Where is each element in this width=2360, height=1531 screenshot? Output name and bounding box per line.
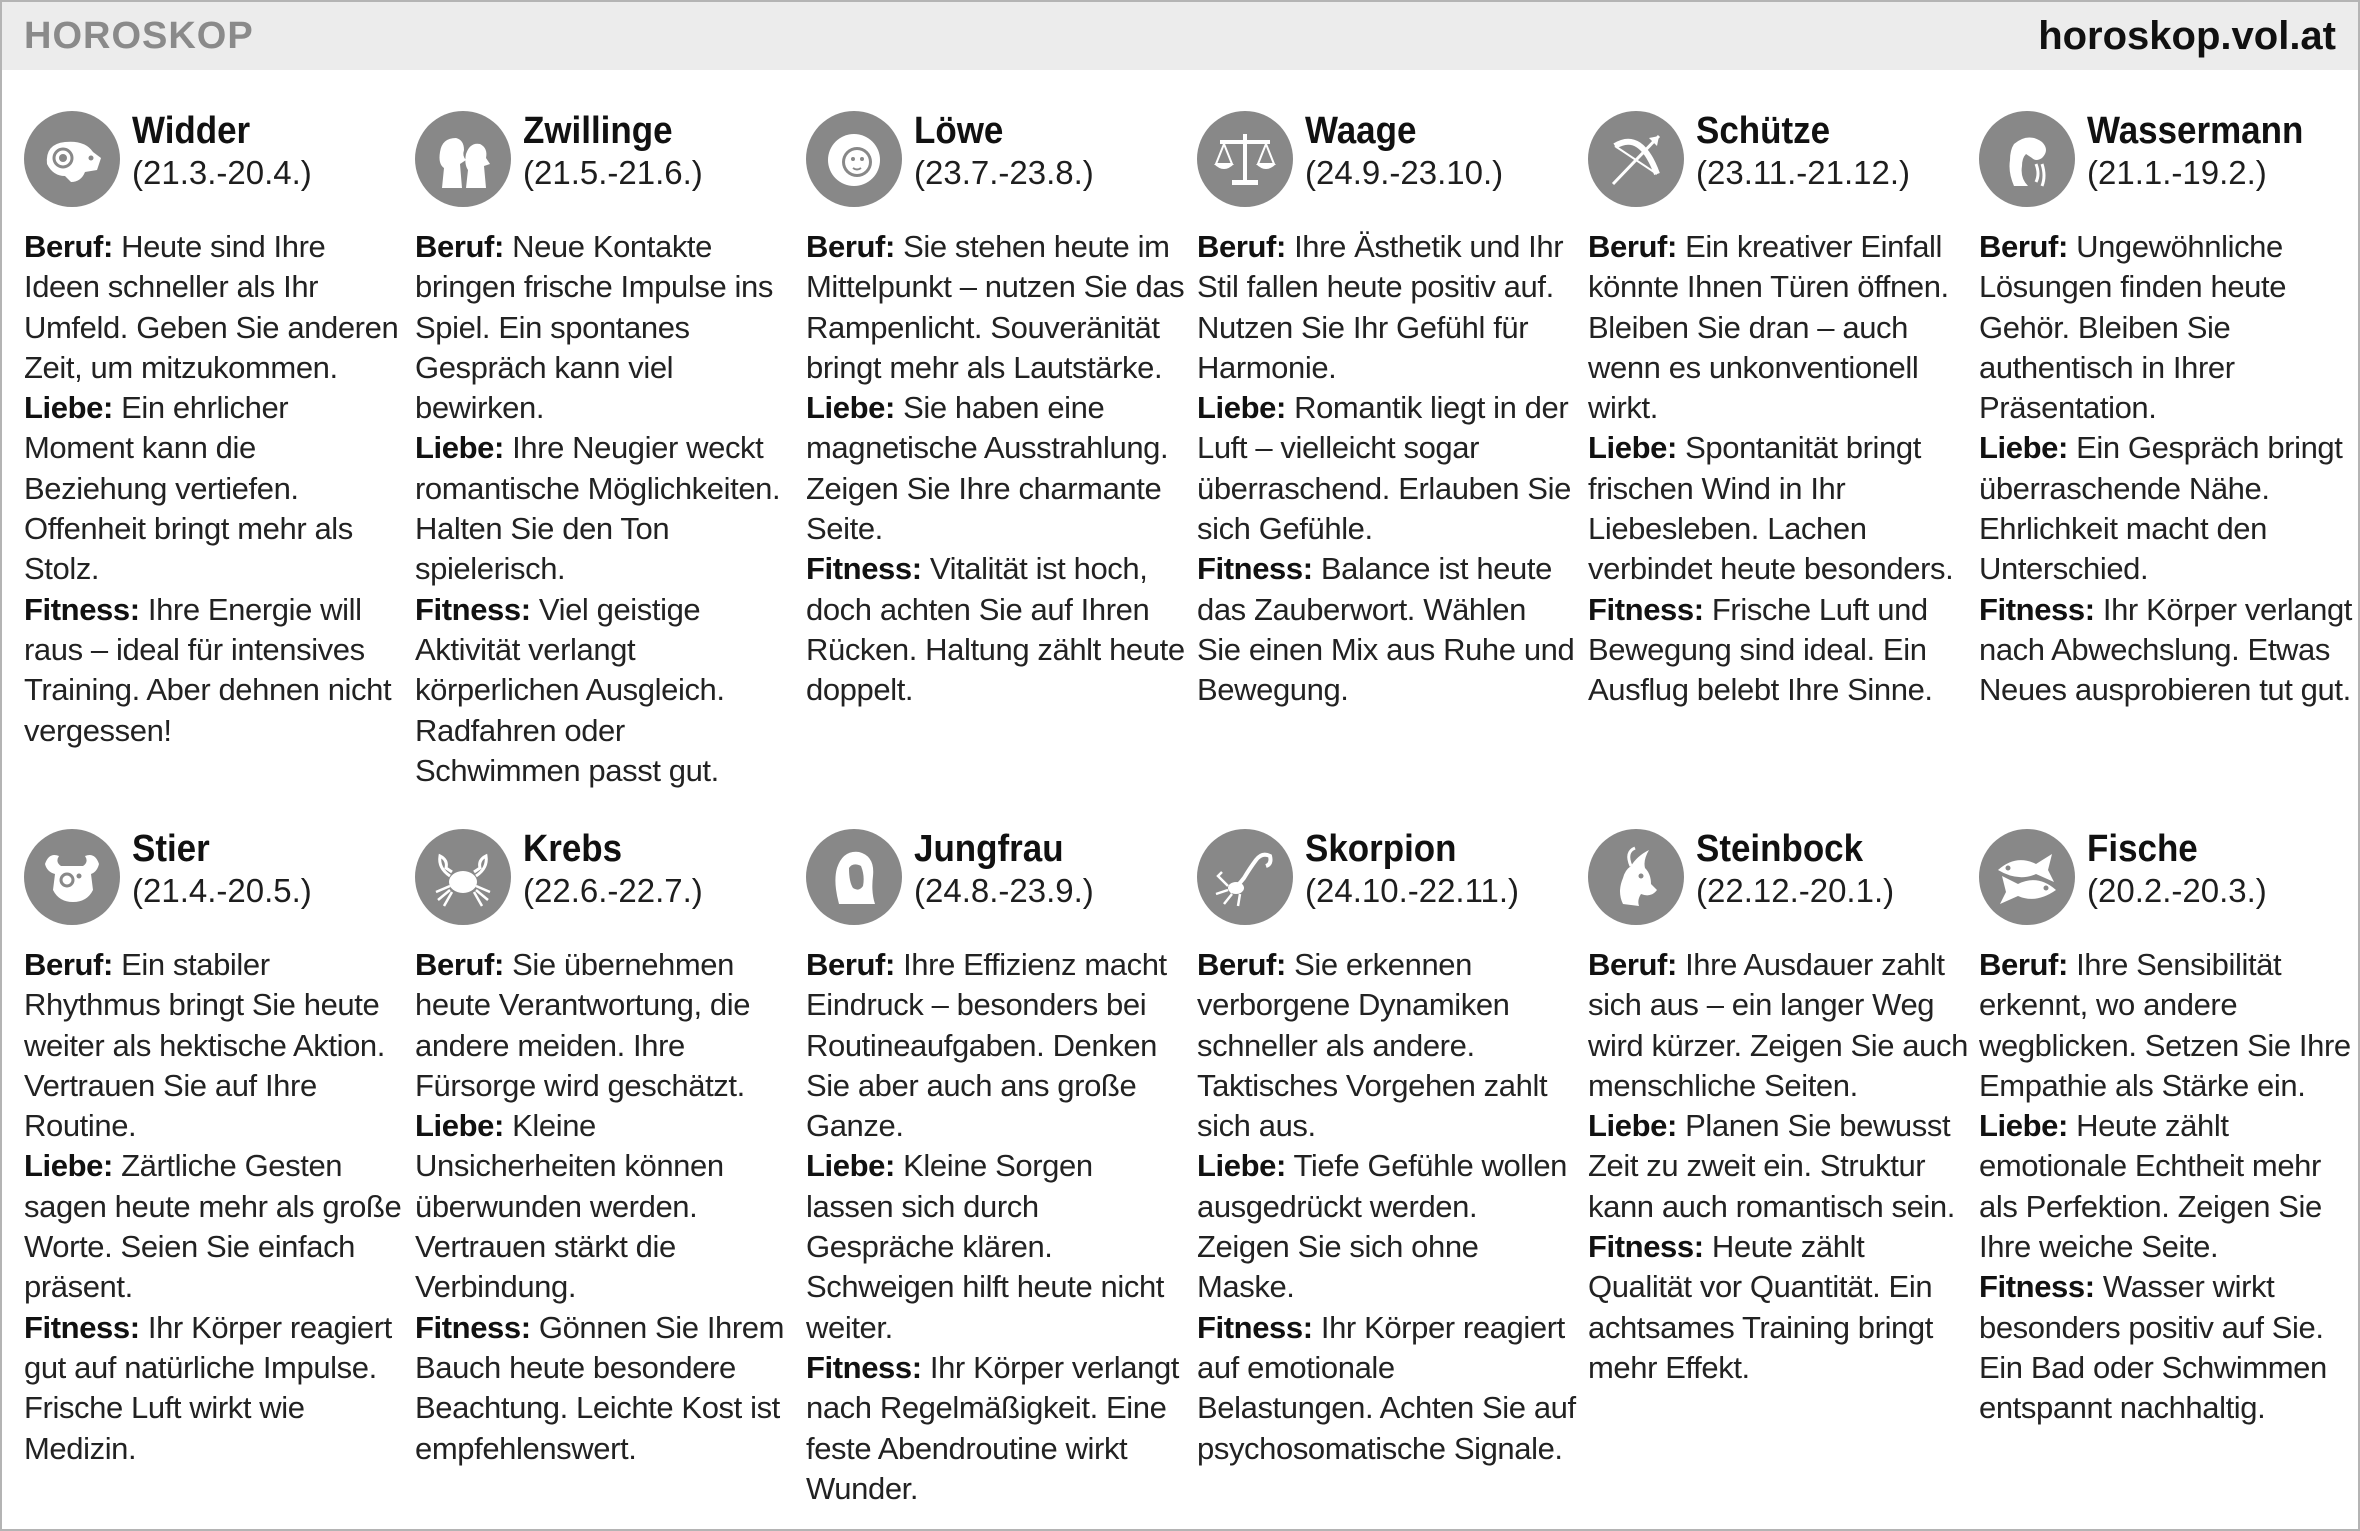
sign-text: [1197, 945, 1577, 1469]
fitness-label: Fitness:: [1197, 551, 1313, 587]
sign-titles: [914, 109, 1094, 193]
fitness-label: Fitness:: [806, 1349, 922, 1385]
liebe-text: Tiefe Gefühle wollen ausgedrückt werden. Zeigen Sie sich ohne Maske.: [1197, 1148, 1567, 1305]
fitness-label: Fitness:: [1197, 1309, 1313, 1345]
fitness-text: Ihr Körper verlangt nach Abwechslung. Etwas Neues ausprobieren tut gut.: [1979, 591, 2353, 708]
sign-name: Zwillinge: [523, 110, 673, 152]
liebe-paragraph: [1197, 1146, 1577, 1307]
sign-name: Jungfrau: [914, 828, 1064, 870]
liebe-text: Ein ehrlicher Moment kann die Beziehung vertiefen. Offenheit bringt mehr als Stolz.: [24, 390, 353, 587]
beruf-paragraph: [806, 227, 1186, 388]
sign-card: [1197, 109, 1577, 809]
lion-icon: [806, 111, 902, 207]
fitness-paragraph: [806, 1348, 1186, 1509]
sign-text: [24, 945, 404, 1469]
beruf-label: Beruf:: [1588, 947, 1677, 982]
sign-dates: (21.4.-20.5.): [132, 872, 312, 909]
liebe-paragraph: [1979, 1106, 2359, 1267]
scales-icon: [1197, 111, 1293, 207]
fitness-label: Fitness:: [1588, 591, 1704, 627]
sign-titles: [523, 827, 703, 911]
sign-card: [1588, 827, 1968, 1517]
sign-name: Waage: [1305, 110, 1417, 152]
fitness-paragraph: [1197, 1308, 1577, 1469]
liebe-paragraph: [806, 388, 1186, 549]
beruf-paragraph: [1588, 227, 1968, 428]
beruf-label: Beruf:: [1979, 229, 2068, 264]
ram-icon: [24, 111, 120, 207]
liebe-text: Planen Sie bewusst Zeit zu zweit ein. Struktur kann auch romantisch sein.: [1588, 1108, 1955, 1224]
beruf-text: Ungewöhnliche Lösungen finden heute Gehör. Bleiben Sie authentisch in Ihrer Präsentation.: [1979, 229, 2287, 426]
sign-dates: (20.2.-20.3.): [2087, 872, 2267, 909]
liebe-label: Liebe:: [1588, 430, 1677, 466]
liebe-text: Spontanität bringt frischen Wind in Ihr Liebesleben. Lachen verbindet heute besonders.: [1588, 430, 1954, 587]
beruf-text: Ihre Ausdauer zahlt sich aus – ein langer Weg wird kürzer. Zeigen Sie auch menschliche Seiten.: [1588, 947, 1968, 1103]
beruf-paragraph: [24, 945, 404, 1146]
sign-name: Löwe: [914, 110, 1004, 152]
sign-text: [806, 227, 1186, 711]
fitness-text: Ihr Körper reagiert auf emotionale Belastungen. Achten Sie auf psychosomatische Signale.: [1197, 1309, 1576, 1466]
liebe-paragraph: [415, 1106, 795, 1307]
sign-dates: (21.1.-19.2.): [2087, 154, 2267, 191]
liebe-paragraph: [1979, 428, 2359, 589]
sign-card: [24, 109, 404, 809]
beruf-paragraph: [415, 227, 795, 428]
beruf-paragraph: [806, 945, 1186, 1146]
sign-text: [415, 227, 795, 791]
fitness-text: Viel geistige Aktivität verlangt körperlichen Ausgleich. Radfahren oder Schwimmen passt gut.: [415, 591, 725, 788]
beruf-label: Beruf:: [1197, 229, 1286, 264]
liebe-label: Liebe:: [415, 1108, 504, 1144]
sign-titles: [2087, 109, 2322, 193]
site-url: horoskop.vol.at: [2038, 13, 2336, 58]
sign-titles: [1305, 827, 1519, 911]
fitness-paragraph: [1979, 1267, 2359, 1428]
sign-header: [806, 109, 1186, 225]
liebe-text: Romantik liegt in der Luft – vielleicht sogar überraschend. Erlauben Sie sich Gefühle.: [1197, 390, 1571, 547]
sign-card: [1588, 109, 1968, 809]
beruf-label: Beruf:: [415, 229, 504, 264]
sign-header: [1197, 827, 1577, 943]
sign-text: [806, 945, 1186, 1509]
crab-icon: [415, 829, 511, 925]
fitness-text: Heute zählt Qualität vor Quantität. Ein achtsames Training bringt mehr Effekt.: [1588, 1229, 1933, 1385]
sign-name: Schütze: [1696, 110, 1831, 152]
sign-header: [1588, 827, 1968, 943]
fitness-label: Fitness:: [415, 591, 531, 627]
beruf-label: Beruf:: [1197, 947, 1286, 982]
liebe-text: Heute zählt emotionale Echtheit mehr als Perfektion. Zeigen Sie Ihre weiche Seite.: [1979, 1108, 2322, 1265]
sign-header: [415, 109, 795, 225]
sign-text: [1979, 227, 2359, 711]
fitness-text: Frische Luft und Bewegung sind ideal. Ein Ausflug belebt Ihre Sinne.: [1588, 591, 1933, 708]
liebe-text: Sie haben eine magnetische Ausstrahlung. Zeigen Sie Ihre charmante Seite.: [806, 390, 1169, 547]
beruf-text: Ihre Ästhetik und Ihr Stil fallen heute positiv auf. Nutzen Sie Ihr Gefühl für Harmonie.: [1197, 229, 1564, 385]
fitness-paragraph: [806, 549, 1186, 710]
liebe-text: Kleine Sorgen lassen sich durch Gespräche klären. Schweigen hilft heute nicht weiter.: [806, 1148, 1164, 1345]
beruf-label: Beruf:: [415, 947, 504, 982]
liebe-label: Liebe:: [1979, 430, 2068, 466]
sign-card: [1197, 827, 1577, 1517]
liebe-label: Liebe:: [415, 430, 504, 466]
fitness-text: Gönnen Sie Ihrem Bauch heute besondere Beachtung. Leichte Kost ist empfehlenswert.: [415, 1309, 785, 1466]
beruf-paragraph: [415, 945, 795, 1106]
sign-text: [415, 945, 795, 1469]
liebe-paragraph: [1197, 388, 1577, 549]
maiden-icon: [806, 829, 902, 925]
sign-header: [1588, 109, 1968, 225]
beruf-label: Beruf:: [806, 947, 895, 982]
fitness-label: Fitness:: [24, 1309, 140, 1345]
sign-header: [1197, 109, 1577, 225]
sign-name: Krebs: [523, 828, 623, 870]
beruf-label: Beruf:: [1979, 947, 2068, 982]
sign-dates: (21.5.-21.6.): [523, 154, 703, 191]
fitness-label: Fitness:: [1979, 1269, 2095, 1305]
beruf-text: Sie übernehmen heute Verantwortung, die andere meiden. Ihre Fürsorge wird geschätzt.: [415, 947, 751, 1103]
fitness-paragraph: [415, 1308, 795, 1469]
sign-header: [415, 827, 795, 943]
fitness-paragraph: [1588, 1227, 1968, 1388]
liebe-label: Liebe:: [1588, 1108, 1677, 1144]
scorpion-icon: [1197, 829, 1293, 925]
liebe-label: Liebe:: [24, 390, 113, 426]
beruf-text: Ein stabiler Rhythmus bringt Sie heute weiter als hektische Aktion. Vertrauen Sie auf Ihre Routine.: [24, 947, 385, 1144]
liebe-label: Liebe:: [806, 390, 895, 426]
beruf-paragraph: [24, 227, 404, 388]
liebe-text: Ihre Neugier weckt romantische Möglichkeiten. Halten Sie den Ton spielerisch.: [415, 430, 781, 587]
beruf-text: Neue Kontakte bringen frische Impulse ins Spiel. Ein spontanes Gespräch kann viel bewirken.: [415, 229, 773, 426]
liebe-label: Liebe:: [1197, 1148, 1286, 1184]
liebe-label: Liebe:: [24, 1148, 113, 1184]
liebe-paragraph: [24, 388, 404, 589]
liebe-paragraph: [24, 1146, 404, 1307]
sign-grid: [24, 109, 2353, 1517]
sign-titles: [1696, 109, 1910, 193]
fitness-label: Fitness:: [1588, 1229, 1704, 1265]
sign-card: [415, 827, 795, 1517]
sign-dates: (24.9.-23.10.): [1305, 154, 1504, 191]
beruf-paragraph: [1197, 227, 1577, 388]
beruf-label: Beruf:: [24, 229, 113, 264]
fitness-text: Ihr Körper reagiert gut auf natürliche Impulse. Frische Luft wirkt wie Medizin.: [24, 1309, 392, 1466]
fitness-text: Vitalität ist hoch, doch achten Sie auf Ihren Rücken. Haltung zählt heute doppelt.: [806, 551, 1185, 708]
beruf-label: Beruf:: [24, 947, 113, 982]
sign-name: Steinbock: [1696, 828, 1864, 870]
liebe-text: Zärtliche Gesten sagen heute mehr als große Worte. Seien Sie einfach präsent.: [24, 1148, 402, 1305]
sign-titles: [914, 827, 1094, 911]
goat-icon: [1588, 829, 1684, 925]
sign-header: [806, 827, 1186, 943]
sign-card: [1979, 109, 2359, 809]
liebe-paragraph: [806, 1146, 1186, 1347]
sign-card: [1979, 827, 2359, 1517]
sign-titles: [132, 827, 312, 911]
fitness-text: Ihre Energie will raus – ideal für intensives Training. Aber dehnen nicht vergessen!: [24, 591, 392, 748]
twins-icon: [415, 111, 511, 207]
sign-text: [1588, 945, 1968, 1388]
beruf-text: Heute sind Ihre Ideen schneller als Ihr Umfeld. Geben Sie anderen Zeit, um mitzukommen.: [24, 229, 399, 385]
sign-dates: (22.12.-20.1.): [1696, 872, 1895, 909]
fitness-text: Balance ist heute das Zauberwort. Wählen Sie einen Mix aus Ruhe und Bewegung.: [1197, 551, 1575, 708]
sign-text: [1197, 227, 1577, 711]
beruf-paragraph: [1588, 945, 1968, 1106]
sign-titles: [1305, 109, 1503, 193]
bull-icon: [24, 829, 120, 925]
liebe-paragraph: [1588, 1106, 1968, 1227]
sign-name: Skorpion: [1305, 828, 1457, 870]
header-bar: [2, 2, 2358, 70]
beruf-text: Sie stehen heute im Mittelpunkt – nutzen Sie das Rampenlicht. Souveränität bringt mehr als Lautstärke.: [806, 229, 1185, 385]
liebe-text: Kleine Unsicherheiten können überwunden werden. Vertrauen stärkt die Verbindung.: [415, 1108, 724, 1305]
beruf-text: Ein kreativer Einfall könnte Ihnen Türen öffnen. Bleiben Sie dran – auch wenn es unkonventionell wirkt.: [1588, 229, 1949, 426]
fitness-text: Wasser wirkt besonders positiv auf Sie. Ein Bad oder Schwimmen entspannt nachhaltig.: [1979, 1269, 2327, 1426]
sign-card: [806, 827, 1186, 1517]
fitness-paragraph: [24, 1308, 404, 1469]
water-bearer-icon: [1979, 111, 2075, 207]
sign-header: [24, 827, 404, 943]
sign-card: [806, 109, 1186, 809]
beruf-label: Beruf:: [1588, 229, 1677, 264]
fitness-paragraph: [1979, 590, 2359, 711]
sign-card: [415, 109, 795, 809]
sign-dates: (23.11.-21.12.): [1696, 154, 1911, 191]
sign-text: [1588, 227, 1968, 711]
sign-name: Wassermann: [2087, 110, 2304, 152]
sign-header: [1979, 827, 2359, 943]
beruf-paragraph: [1979, 945, 2359, 1106]
fitness-label: Fitness:: [1979, 591, 2095, 627]
sign-dates: (21.3.-20.4.): [132, 154, 312, 191]
beruf-text: Sie erkennen verborgene Dynamiken schneller als andere. Taktisches Vorgehen zahlt sich aus.: [1197, 947, 1548, 1144]
sign-dates: (24.8.-23.9.): [914, 872, 1094, 909]
section-title: HOROSKOP: [24, 14, 254, 57]
liebe-label: Liebe:: [1197, 390, 1286, 426]
sign-header: [1979, 109, 2359, 225]
sign-name: Widder: [132, 110, 251, 152]
liebe-text: Ein Gespräch bringt überraschende Nähe. Ehrlichkeit macht den Unterschied.: [1979, 430, 2343, 587]
beruf-text: Ihre Sensibilität erkennt, wo andere wegblicken. Setzen Sie Ihre Empathie als Stärke ein.: [1979, 947, 2351, 1103]
liebe-paragraph: [415, 428, 795, 589]
fish-icon: [1979, 829, 2075, 925]
sign-titles: [2087, 827, 2267, 911]
sign-text: [24, 227, 404, 751]
liebe-paragraph: [1588, 428, 1968, 589]
fitness-text: Ihr Körper verlangt nach Regelmäßigkeit. Eine feste Abendroutine wirkt Wunder.: [806, 1349, 1180, 1506]
liebe-label: Liebe:: [806, 1148, 895, 1184]
fitness-paragraph: [415, 590, 795, 791]
fitness-paragraph: [24, 590, 404, 751]
beruf-paragraph: [1197, 945, 1577, 1146]
sign-text: [1979, 945, 2359, 1429]
sign-titles: [1696, 827, 1894, 911]
sign-dates: (24.10.-22.11.): [1305, 872, 1520, 909]
sign-header: [24, 109, 404, 225]
fitness-label: Fitness:: [415, 1309, 531, 1345]
fitness-label: Fitness:: [24, 591, 140, 627]
sign-titles: [132, 109, 312, 193]
sign-dates: (23.7.-23.8.): [914, 154, 1094, 191]
fitness-label: Fitness:: [806, 551, 922, 587]
fitness-paragraph: [1197, 549, 1577, 710]
beruf-paragraph: [1979, 227, 2359, 428]
sign-name: Stier: [132, 828, 210, 870]
liebe-label: Liebe:: [1979, 1108, 2068, 1144]
beruf-label: Beruf:: [806, 229, 895, 264]
sign-card: [24, 827, 404, 1517]
beruf-text: Ihre Effizienz macht Eindruck – besonders bei Routineaufgaben. Denken Sie aber auch ans große Ganze.: [806, 947, 1167, 1144]
sign-dates: (22.6.-22.7.): [523, 872, 703, 909]
archer-bow-icon: [1588, 111, 1684, 207]
sign-titles: [523, 109, 703, 193]
sign-name: Fische: [2087, 828, 2198, 870]
fitness-paragraph: [1588, 590, 1968, 711]
